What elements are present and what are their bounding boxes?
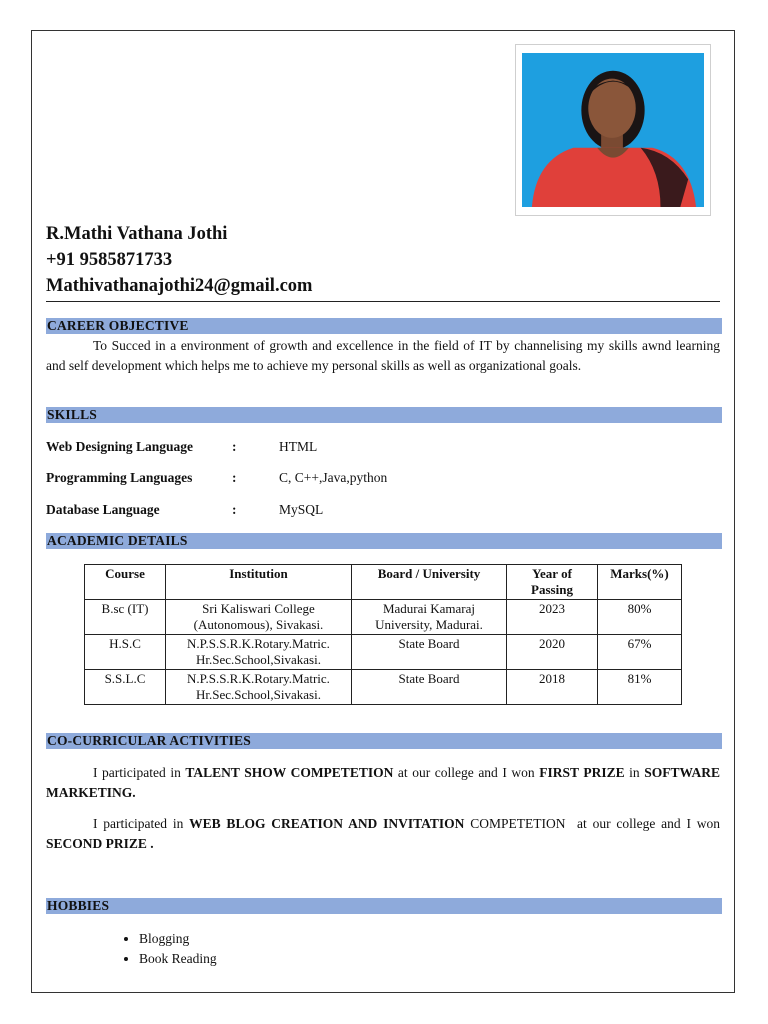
table-cell: State Board xyxy=(352,670,507,705)
section-co-curricular: CO-CURRICULAR ACTIVITIES xyxy=(46,733,722,749)
table-cell: 2018 xyxy=(507,670,598,705)
table-row xyxy=(85,635,682,670)
list-item: • Book Reading xyxy=(139,949,217,969)
co-curricular-paragraph-2: I participated in WEB BLOG CREATION AND INVITATION COMPETETION at our college and I won SECOND PRIZE . xyxy=(46,816,724,851)
column-header: Institution xyxy=(166,565,352,600)
co-curricular-paragraph-1: I participated in TALENT SHOW COMPETETION at our college and I won FIRST PRIZE in SOFTWARE MARKETING. xyxy=(46,765,721,800)
table-cell: 2020 xyxy=(507,635,598,670)
table-cell: H.S.C xyxy=(85,635,166,670)
skill-separator: : xyxy=(232,439,237,454)
skill-separator: : xyxy=(232,470,237,485)
skill-label: Web Designing Language xyxy=(46,439,194,454)
table-cell: B.sc (IT) xyxy=(85,600,166,635)
table-cell: Madurai Kamaraj University, Madurai. xyxy=(352,600,507,635)
skill-separator: : xyxy=(232,502,237,517)
contact-block xyxy=(46,221,312,299)
candidate-name: R.Mathi Vathana Jothi xyxy=(46,224,228,244)
skill-value: MySQL xyxy=(279,502,324,517)
hobbies-list xyxy=(100,929,217,969)
table-header-row xyxy=(85,565,682,600)
profile-photo xyxy=(515,44,711,216)
table-cell: 2023 xyxy=(507,600,598,635)
table-cell: 80% xyxy=(598,600,682,635)
table-row xyxy=(85,600,682,635)
column-header: Board / University xyxy=(352,565,507,600)
section-academic-details: ACADEMIC DETAILS xyxy=(46,533,722,549)
section-skills: SKILLS xyxy=(46,407,722,423)
table-cell: 81% xyxy=(598,670,682,705)
skill-label: Programming Languages xyxy=(46,470,193,485)
table-cell: S.S.L.C xyxy=(85,670,166,705)
email-address: Mathivathanajothi24@gmail.com xyxy=(46,276,313,296)
career-objective-text: To Succed in a environment of growth and excellence in the field of IT by channelising my skills awnd learning and self development which helps me to achieve my personal skills as well as organizational goals. xyxy=(46,338,720,373)
column-header: Year of Passing xyxy=(507,565,598,600)
table-cell: N.P.S.S.R.K.Rotary.Matric. Hr.Sec.School,Sivakasi. xyxy=(166,635,352,670)
phone-number: +91 9585871733 xyxy=(46,250,173,270)
skill-value: HTML xyxy=(279,439,318,454)
academic-table xyxy=(84,564,682,705)
header-divider xyxy=(46,301,720,302)
list-item: • Blogging xyxy=(139,929,217,949)
table-cell: N.P.S.S.R.K.Rotary.Matric. Hr.Sec.School,Sivakasi. xyxy=(166,670,352,705)
table-row xyxy=(85,670,682,705)
table-cell: Sri Kaliswari College (Autonomous), Sivakasi. xyxy=(166,600,352,635)
section-career-objective: CAREER OBJECTIVE xyxy=(46,318,722,334)
section-hobbies: HOBBIES xyxy=(46,898,722,914)
column-header: Course xyxy=(85,565,166,600)
column-header: Marks(%) xyxy=(598,565,682,600)
skill-value: C, C++,Java,python xyxy=(279,470,388,485)
table-cell: 67% xyxy=(598,635,682,670)
skill-label: Database Language xyxy=(46,502,160,517)
table-cell: State Board xyxy=(352,635,507,670)
